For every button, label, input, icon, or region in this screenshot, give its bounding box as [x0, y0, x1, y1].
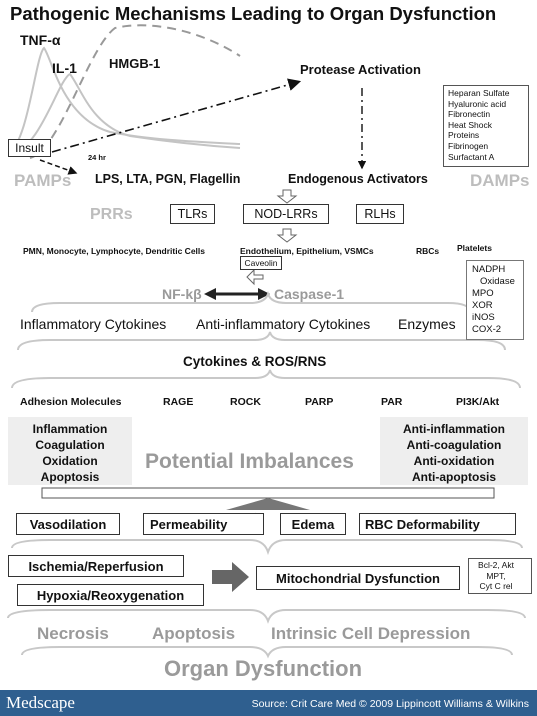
footer-source: Source: Crit Care Med © 2009 Lippincott Williams & Wilkins — [251, 698, 529, 710]
pathway-par: PAR — [381, 396, 403, 408]
organ-dysfunction: Organ Dysfunction — [164, 656, 363, 681]
caspase-label: Caspase-1 — [274, 286, 345, 302]
process-item: Oxidation — [42, 454, 98, 468]
cytokines-ros-label: Cytokines & ROS/RNS — [183, 354, 327, 369]
potential-imbalances: Potential Imbalances — [145, 450, 354, 473]
mito-marker: MPT, — [486, 570, 506, 581]
enzyme-item: NADPH — [472, 264, 506, 275]
enzyme-item: COX-2 — [472, 324, 502, 335]
edema-box: Edema — [280, 513, 346, 535]
process-item: Inflammation — [32, 422, 108, 436]
process-item: Anti-coagulation — [406, 438, 502, 452]
enzyme-item: Oxidase — [480, 276, 515, 287]
outcome-necrosis: Necrosis — [37, 624, 109, 643]
enzyme-item: XOR — [472, 300, 493, 311]
balance-pivot — [226, 498, 310, 510]
mito-marker: Bcl-2, Akt — [478, 560, 514, 570]
pathway-parp: PARP — [305, 396, 334, 408]
tlrs-box: TLRs — [170, 204, 215, 224]
endogenous-activators: Endogenous Activators — [288, 172, 428, 186]
hmgb1-label: HMGB-1 — [109, 56, 161, 71]
pathway-pi3k-akt: PI3K/Akt — [456, 396, 500, 408]
page-title: Pathogenic Mechanisms Leading to Organ Dysfunction — [10, 3, 497, 24]
immune-cells: PMN, Monocyte, Lymphocyte, Dendritic Cells — [23, 246, 205, 256]
mito-markers-box — [468, 558, 532, 594]
anti-inflammatory-cytokines: Anti-inflammatory Cytokines — [196, 316, 371, 332]
nod-lrrs-box: NOD-LRRs — [243, 204, 329, 224]
pathway-rock: ROCK — [230, 396, 261, 408]
outcome-apoptosis: Apoptosis — [152, 624, 236, 643]
mitochondrial-box: Mitochondrial Dysfunction — [256, 566, 460, 590]
nfkb-label: NF-kβ — [162, 286, 202, 302]
tnf-label: TNF-α — [20, 32, 61, 48]
damps-list-item: Hyaluronic acid — [448, 98, 507, 109]
process-item: Apoptosis — [40, 470, 100, 484]
damps-label: DAMPs — [470, 171, 530, 190]
enzyme-item: MPO — [472, 288, 494, 299]
inflammatory-cytokines: Inflammatory Cytokines — [20, 316, 167, 332]
mito-marker: Cyt C rel — [479, 581, 513, 591]
damps-list — [443, 85, 529, 167]
damps-list-item: Proteins — [448, 130, 480, 141]
protease-activation: Protease Activation — [300, 62, 421, 77]
pro-processes — [8, 417, 132, 485]
process-item: Anti-apoptosis — [412, 470, 496, 484]
enzymes-label: Enzymes — [398, 316, 456, 332]
enzyme-item: iNOS — [472, 312, 495, 323]
pamps-label: PAMPs — [14, 171, 72, 190]
pathway-adhesion: Adhesion Molecules — [20, 396, 122, 408]
double-arrow — [204, 288, 270, 300]
prrs-label: PRRs — [90, 206, 133, 223]
damps-list-item: Heat Shock — [448, 119, 492, 130]
damps-list-item: Fibronectin — [448, 109, 491, 120]
process-item: Coagulation — [35, 438, 105, 452]
ischemia-box: Ischemia/Reperfusion — [8, 555, 184, 577]
hypoxia-box: Hypoxia/Reoxygenation — [17, 584, 204, 606]
anti-processes — [380, 417, 528, 485]
rbcs-label: RBCs — [416, 246, 440, 256]
hmgb1-curve — [30, 25, 240, 158]
damps-list-item: Surfactant A — [448, 151, 495, 162]
mito-arrow — [212, 562, 249, 592]
pathway-rage: RAGE — [163, 396, 194, 408]
balance-bar — [42, 488, 494, 498]
footer-brand: Medscape — [6, 693, 75, 712]
damps-list-item: Heparan Sulfate — [448, 88, 510, 98]
tissue-cells: Endothelium, Epithelium, VSMCs — [240, 246, 374, 256]
enzymes-list — [466, 260, 524, 340]
damps-list-item: Fibrinogen — [448, 140, 489, 151]
vasodilation-box: Vasodilation — [16, 513, 120, 535]
rlhs-box: RLHs — [356, 204, 404, 224]
time-label: 24 hr — [88, 153, 106, 162]
pamp-items: LPS, LTA, PGN, Flagellin — [95, 172, 241, 186]
platelets-label: Platelets — [457, 243, 492, 253]
process-item: Anti-inflammation — [403, 422, 505, 436]
caveolin-box: Caveolin — [240, 256, 282, 270]
process-item: Anti-oxidation — [413, 454, 495, 468]
insult-box: Insult — [8, 139, 51, 157]
il1-label: IL-1 — [52, 60, 77, 76]
permeability-box: Permeability — [143, 513, 264, 535]
outcome-intrinsic-depression: Intrinsic Cell Depression — [271, 624, 471, 643]
rbc-deformability-box: RBC Deformability — [359, 513, 516, 535]
